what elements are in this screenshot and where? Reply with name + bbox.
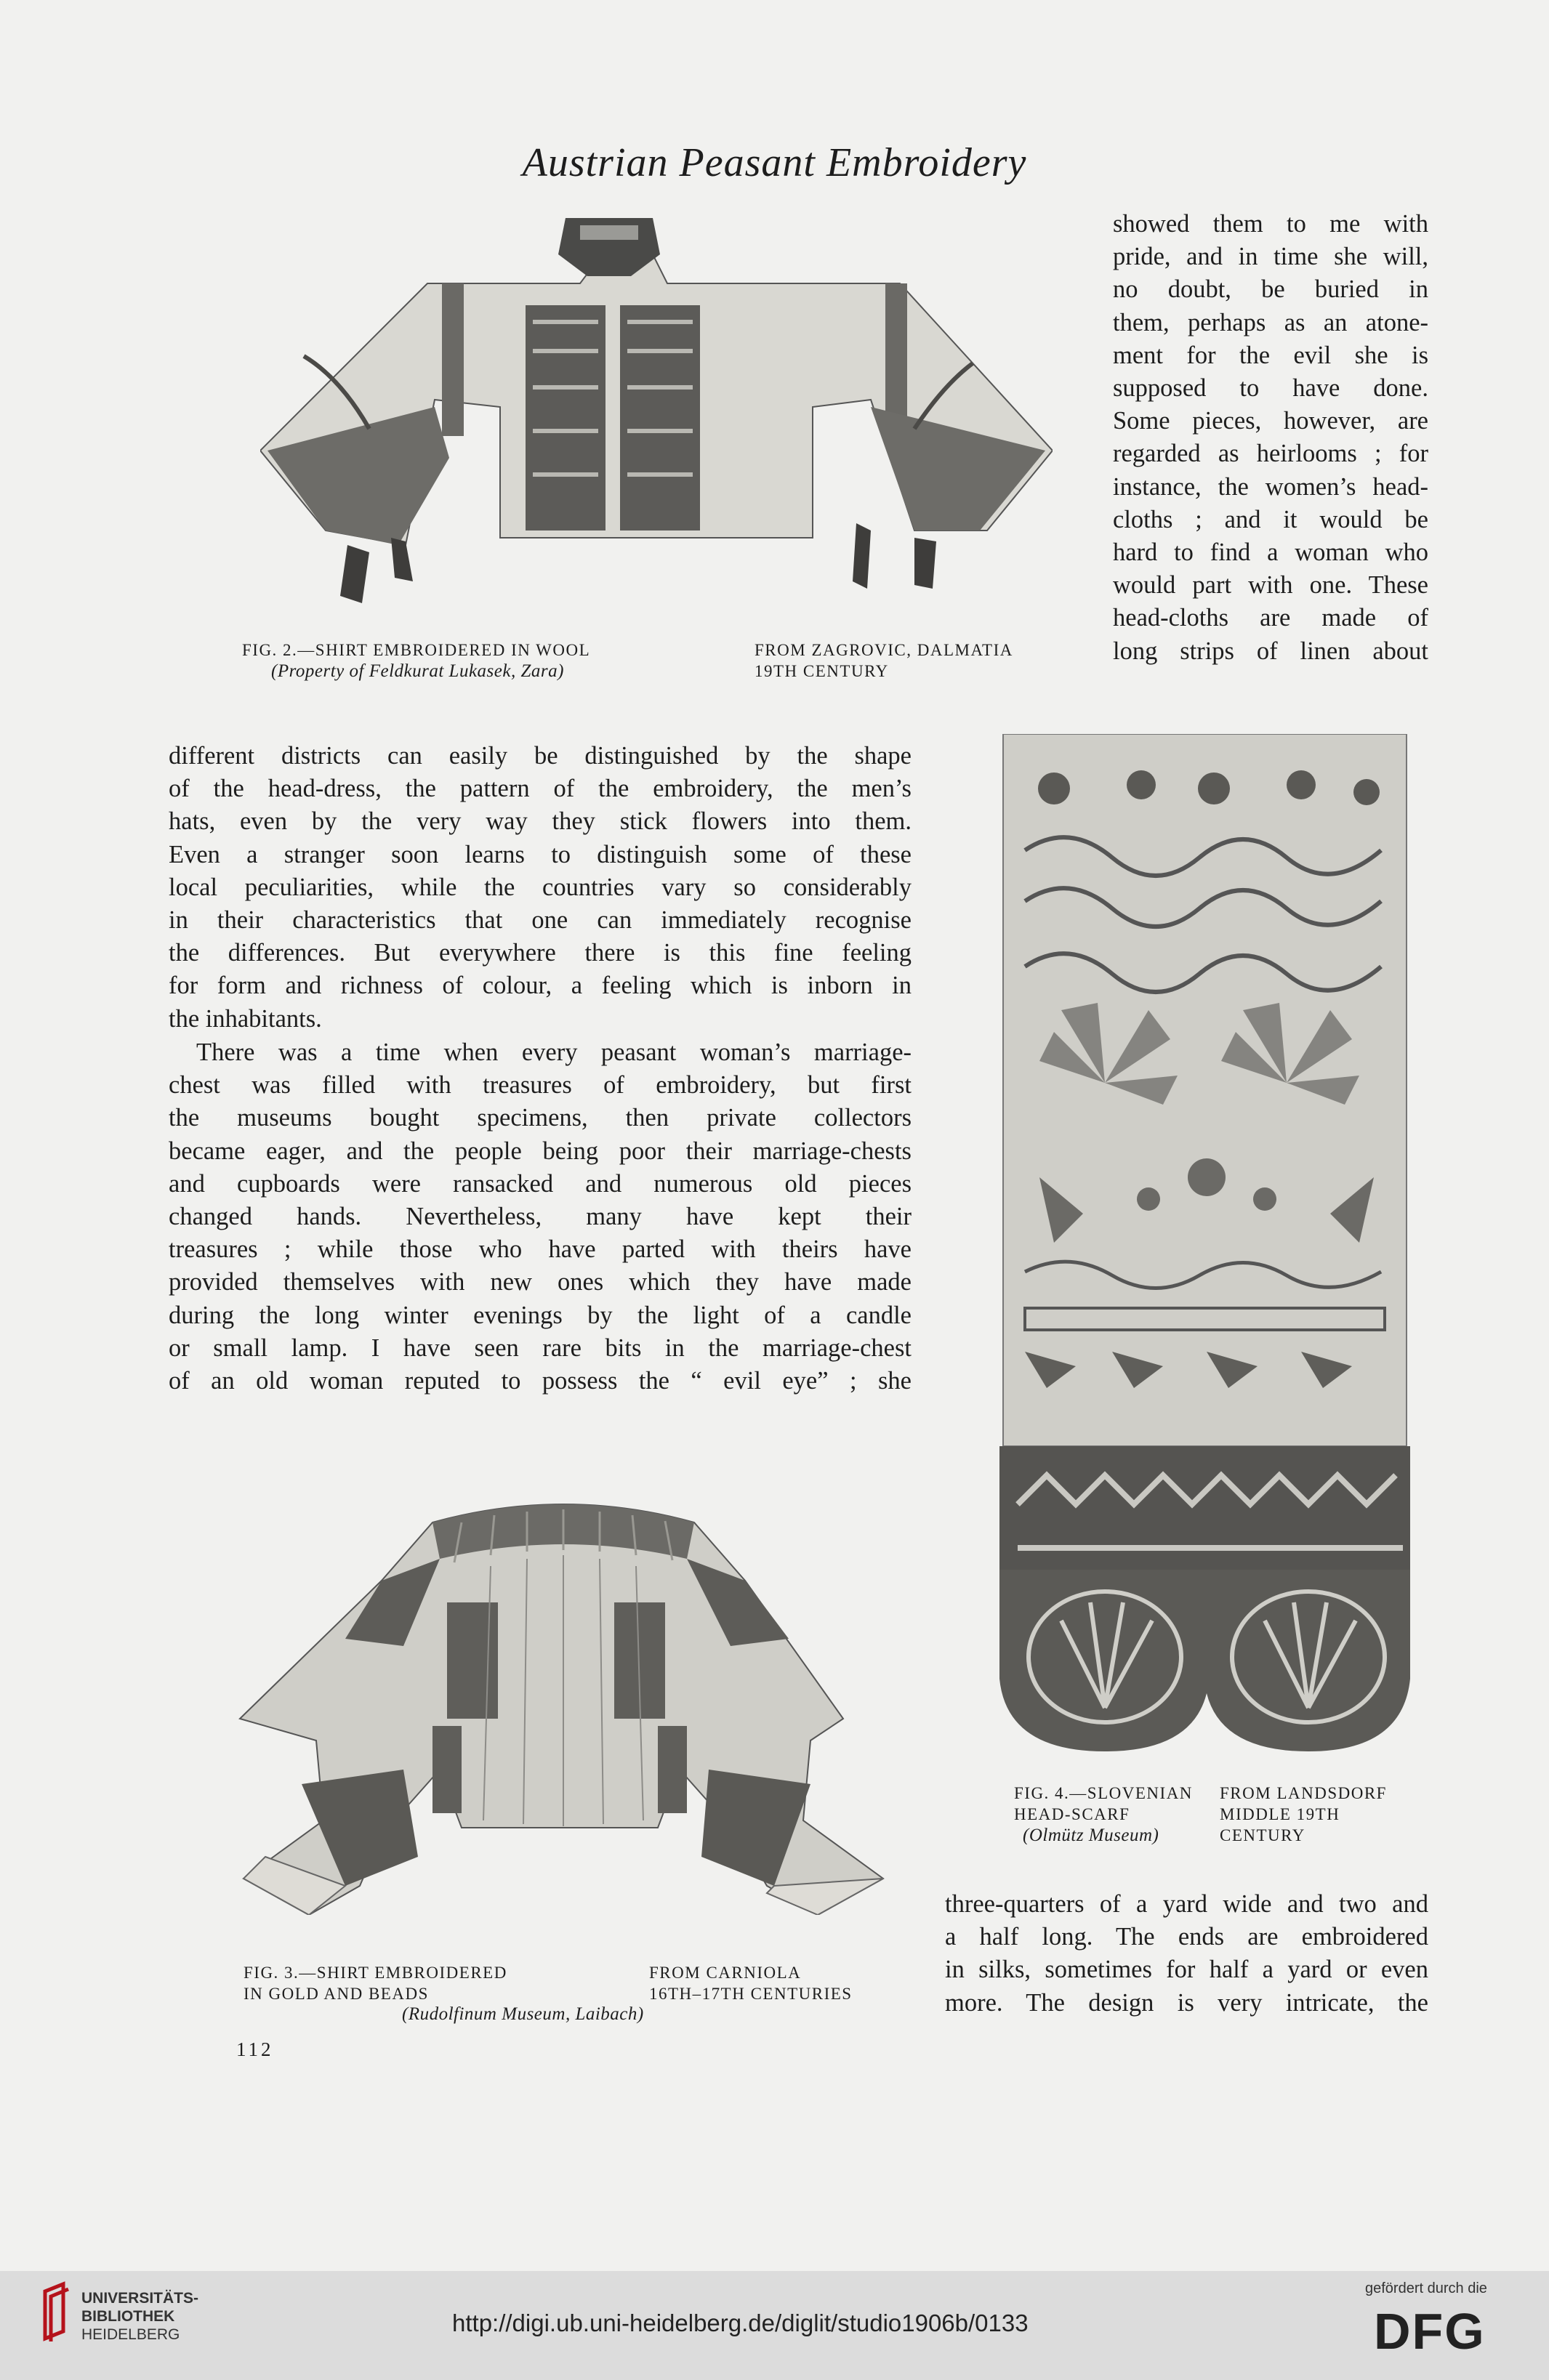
dfg-logo: DFG [1374, 2303, 1486, 2360]
fig3-caption-origin: FROM CARNIOLA [649, 1964, 802, 1982]
figure-4-image [996, 734, 1416, 1759]
funding-note: gefördert durch die [1365, 2280, 1487, 2296]
figure-3-image [236, 1479, 890, 1915]
fig3-caption-title-2: IN GOLD AND BEADS [244, 1985, 429, 2003]
fig2-caption-owner: (Property of Feldkurat Lukasek, Zara) [271, 661, 564, 681]
left-column-paragraph-1: different districts can easily be distinguished by the shape of the head-dress, the pattern of the embroidery, the men’s hats, even by the very way they stick flowers into them. Even a stranger soon learns to distinguish some of these local peculiarities, while the countries vary so considerably in their characteristics that one can immediately recognise the differences. But everywhere there is this fine feeling for form and richness of colour, a feeling which is inborn in the inhabitants. [169, 742, 912, 1033]
fig4-caption-origin: FROM LANDSDORF [1220, 1784, 1387, 1802]
fig2-caption-title: FIG. 2.—SHIRT EMBROIDERED IN WOOL [242, 641, 591, 659]
library-logo-icon [38, 2280, 74, 2346]
fig2-caption-origin: FROM ZAGROVIC, DALMATIA [755, 641, 1013, 659]
fig4-caption-title-2: HEAD-SCARF [1014, 1805, 1130, 1823]
figure-2-image [260, 211, 1053, 603]
fig4-caption-owner: (Olmütz Museum) [1023, 1826, 1159, 1845]
library-name-line2: BIBLIOTHEK [81, 2308, 175, 2325]
fig2-caption-date: 19TH CENTURY [755, 662, 889, 680]
fig4-caption-date: MIDDLE 19TH [1220, 1805, 1340, 1823]
fig3-caption-title: FIG. 3.—SHIRT EMBROIDERED [244, 1964, 507, 1982]
library-name-line3: HEIDELBERG [81, 2326, 180, 2343]
page-number: 112 [236, 2038, 274, 2060]
library-name-line1: UNIVERSITÄTS- [81, 2290, 199, 2307]
permalink-url[interactable]: http://digi.ub.uni-heidelberg.de/diglit/studio1906b/0133 [452, 2310, 1029, 2336]
right-column-top: showed them to me with pride, and in time she will, no doubt, be buried in them, perhaps as an atone- ment for the evil she is supposed to have done. Some pieces, however, are regarded as heirlooms ; for instance, the women’s head- cloths ; and it would be hard to find a woman who would part with one. These head-cloths are made of long strips of linen about [1113, 210, 1428, 665]
fig4-caption-title: FIG. 4.—SLOVENIAN [1014, 1784, 1193, 1802]
fig4-caption-date-2: CENTURY [1220, 1826, 1305, 1844]
fig3-caption-date: 16TH–17TH CENTURIES [649, 1985, 853, 2003]
fig3-caption-owner: (Rudolfinum Museum, Laibach) [402, 2004, 644, 2024]
right-column-bottom: three-quarters of a yard wide and two and a half long. The ends are embroidered in silks, sometimes for half a yard or even more. The design is very intricate, the [945, 1890, 1428, 2017]
running-title: Austrian Peasant Embroidery [522, 140, 1027, 185]
left-column-paragraph-2: There was a time when every peasant woman’s marriage- chest was filled with treasures of embroidery, but first the museums bought specimens, then private collectors became eager, and the people being poor their marriage-chests and cupboards were ransacked and numerous old pieces changed hands. Nevertheless, many have kept their treasures ; while those who have parted with theirs have provided themselves with new ones which they have made during the long winter evenings by the light of a candle or small lamp. I have seen rare bits in the marriage-chest of an old woman reputed to possess the “ evil eye” ; she [169, 1038, 912, 1395]
